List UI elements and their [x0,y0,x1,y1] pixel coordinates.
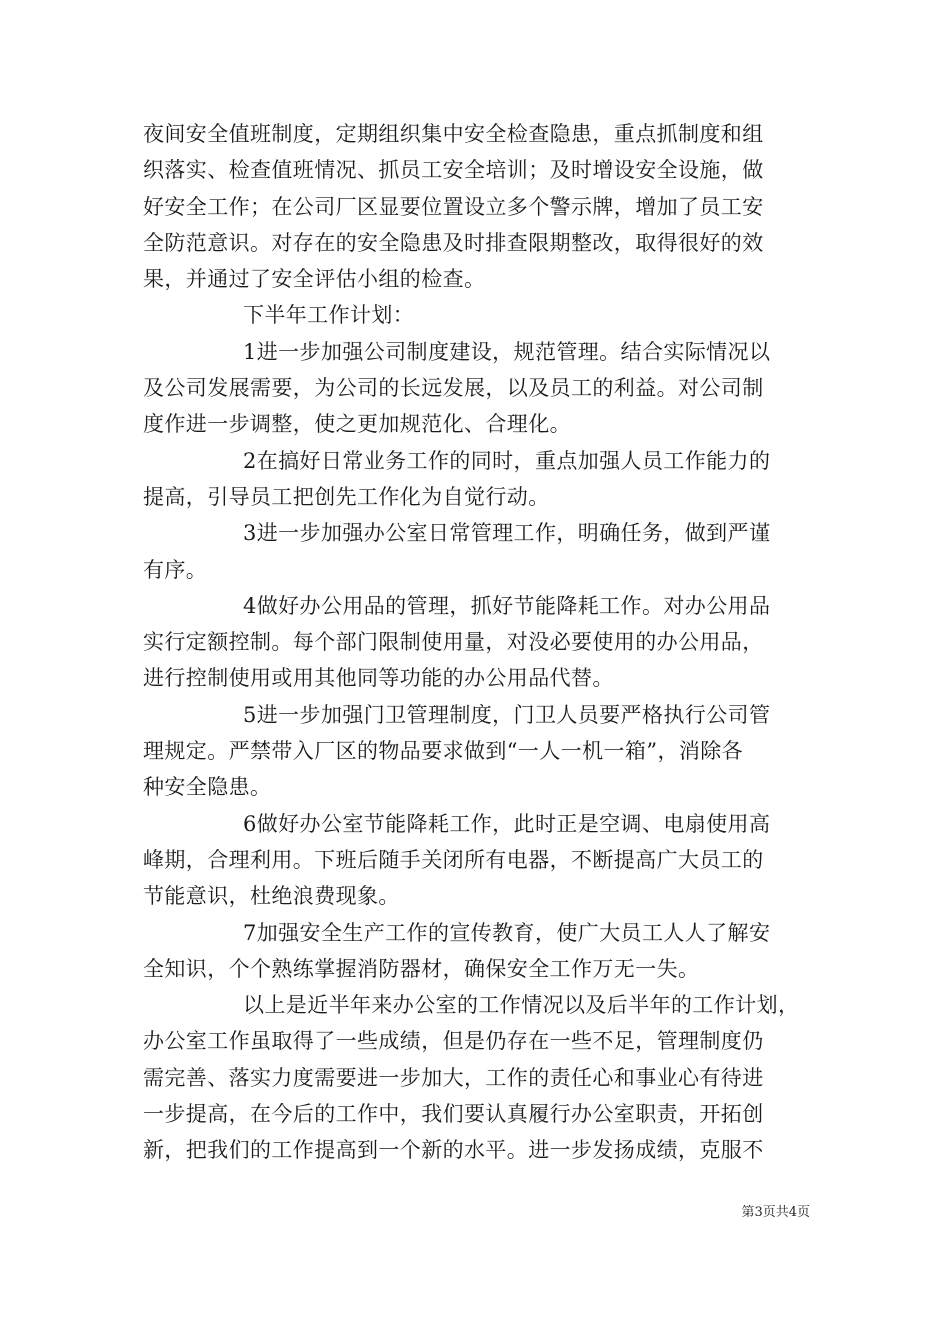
text-line: 及公司发展需要，为公司的长远发展，以及员工的利益。对公司制 [143,376,764,401]
text-line: 新，把我们的工作提高到一个新的水平。进一步发扬成绩，克服不 [143,1138,764,1163]
text-line: 果，并通过了安全评估小组的检查。 [143,267,486,292]
text-line: 进行控制使用或用其他同等功能的办公用品代替。 [143,666,614,691]
text-line: 全防范意识。对存在的安全隐患及时排查限期整改，取得很好的效 [143,230,764,255]
paragraph-first-line: 6做好办公室节能降耗工作，此时正是空调、电扇使用高 [243,811,771,836]
text-line: 好安全工作；在公司厂区显要位置设立多个警示牌，增加了员工安 [143,194,764,219]
text-line: 全知识，个个熟练掌握消防器材，确保安全工作万无一失。 [143,956,700,981]
text-line: 需完善、落实力度需要进一步加大，工作的责任心和事业心有待进 [143,1065,764,1090]
text-line: 有序。 [143,557,208,582]
text-line: 一步提高，在今后的工作中，我们要认真履行办公室职责，开拓创 [143,1102,764,1127]
text-line: 实行定额控制。每个部门限制使用量，对没必要使用的办公用品， [143,630,764,655]
text-line: 办公室工作虽取得了一些成绩，但是仍存在一些不足，管理制度仍 [143,1029,764,1054]
text-line: 理规定。严禁带入厂区的物品要求做到“一人一机一箱”，消除各 [143,739,744,764]
paragraph-first-line: 下半年工作计划： [243,303,415,328]
text-line: 夜间安全值班制度，定期组织集中安全检查隐患，重点抓制度和组 [143,122,764,146]
paragraph-first-line: 5进一步加强门卫管理制度，门卫人员要严格执行公司管 [243,702,771,727]
document-body [143,116,813,1169]
text-line: 节能意识，杜绝浪费现象。 [143,884,400,909]
text-line: 织落实、检查值班情况、抓员工安全培训；及时增设安全设施，做 [143,158,764,183]
paragraph-first-line: 4做好办公用品的管理，抓好节能降耗工作。对办公用品 [243,593,771,618]
paragraph-first-line: 7加强安全生产工作的宣传教育，使广大员工人人了解安 [243,920,771,945]
page-number: 第3页共4页 [741,1205,810,1220]
paragraph-first-line: 以上是近半年来办公室的工作情况以及后半年的工作计划， [243,993,800,1018]
text-line: 度作进一步调整，使之更加规范化、合理化。 [143,412,571,437]
paragraph-first-line: 3进一步加强办公室日常管理工作，明确任务，做到严谨 [243,521,771,546]
paragraph-first-line: 2在搞好日常业务工作的同时，重点加强人员工作能力的 [243,448,771,473]
text-line: 种安全隐患。 [143,775,272,800]
paragraph-first-line: 1进一步加强公司制度建设，规范管理。结合实际情况以 [243,339,771,364]
text-line: 提高，引导员工把创先工作化为自觉行动。 [143,484,550,509]
text-line: 峰期，合理利用。下班后随手关闭所有电器，不断提高广大员工的 [143,847,764,872]
